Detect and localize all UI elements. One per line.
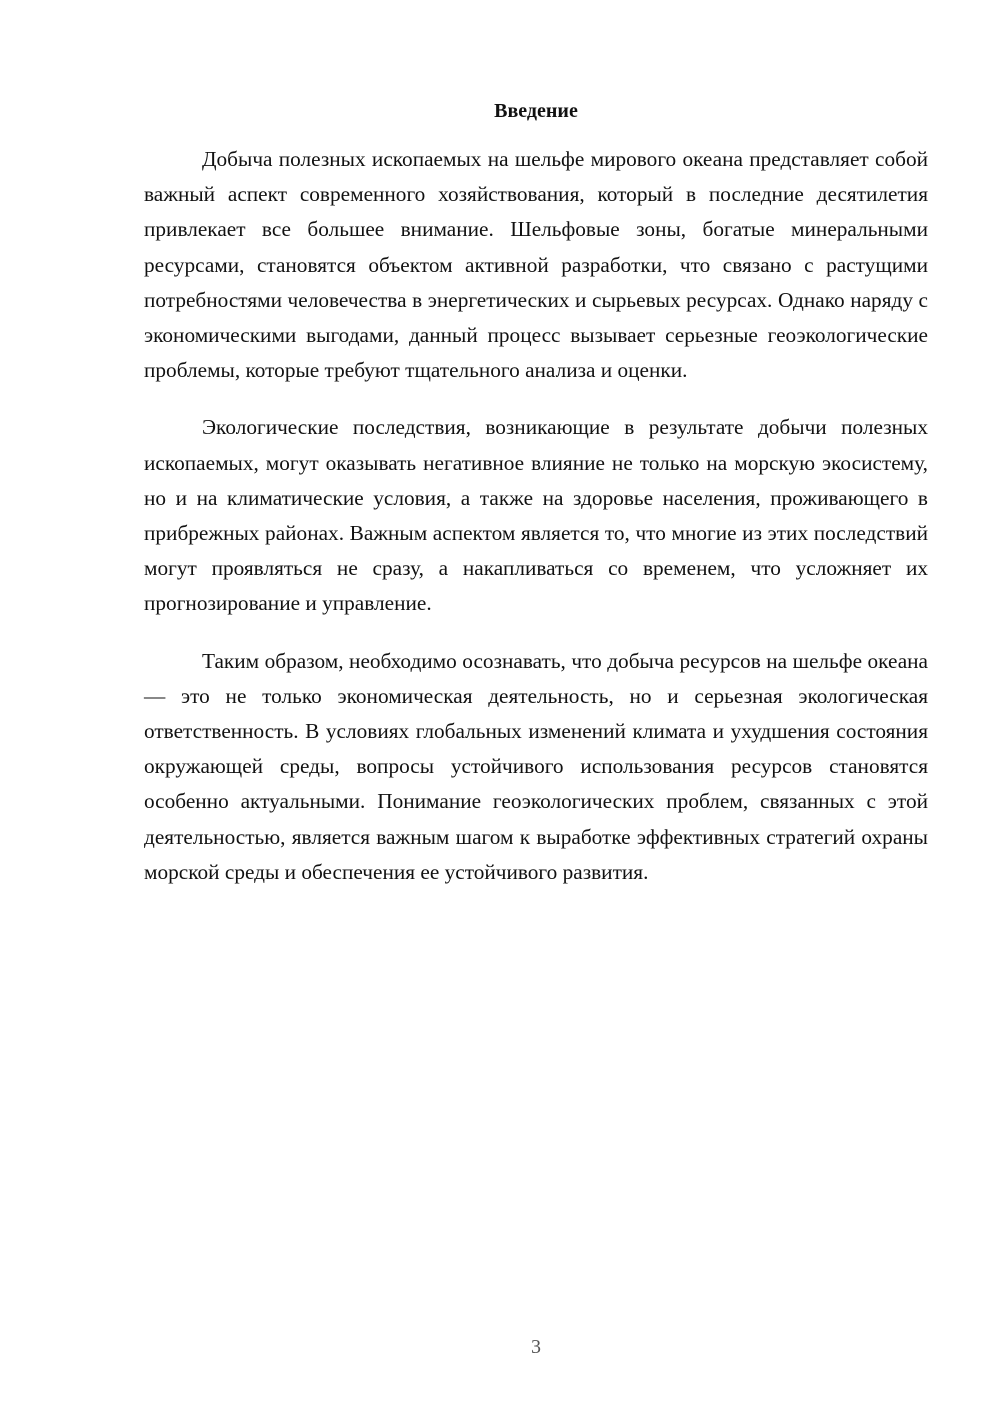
paragraph-1: Добыча полезных ископаемых на шельфе мирового океана представляет собой важный аспект современного хозяйствования, который в последние десятилетия привлекает все большее внимание. Шельфовые зоны, богатые минеральными ресурсами, становятся объектом активной разработки, что связано с растущими потребностями человечества в энергетических и сырьевых ресурсах. Однако наряду с экономическими выгодами, данный процесс вызывает серьезные геоэкологические проблемы, которые требуют тщательного анализа и оценки. (144, 147, 928, 383)
section-title: Введение (494, 100, 578, 122)
body-text (144, 142, 928, 912)
paragraph-3: Таким образом, необходимо осознавать, что добыча ресурсов на шельфе океана — это не только экономическая деятельность, но и серьезная экологическая ответственность. В условиях глобальных изменений климата и ухудшения состояния окружающей среды, вопросы устойчивого использования ресурсов становятся особенно актуальными. Понимание геоэкологических проблем, связанных с этой деятельностью, является важным шагом к выработке эффективных стратегий охраны морской среды и обеспечения ее устойчивого развития. (144, 648, 928, 884)
page-number: 3 (531, 1336, 541, 1358)
paragraph-2: Экологические последствия, возникающие в результате добычи полезных ископаемых, могут оказывать негативное влияние не только на морскую экосистему, но и на климатические условия, а также на здоровье населения, проживающего в прибрежных районах. Важным аспектом является то, что многие из этих последствий могут проявляться не сразу, а накапливаться со временем, что усложняет их прогнозирование и управление. (144, 415, 928, 616)
